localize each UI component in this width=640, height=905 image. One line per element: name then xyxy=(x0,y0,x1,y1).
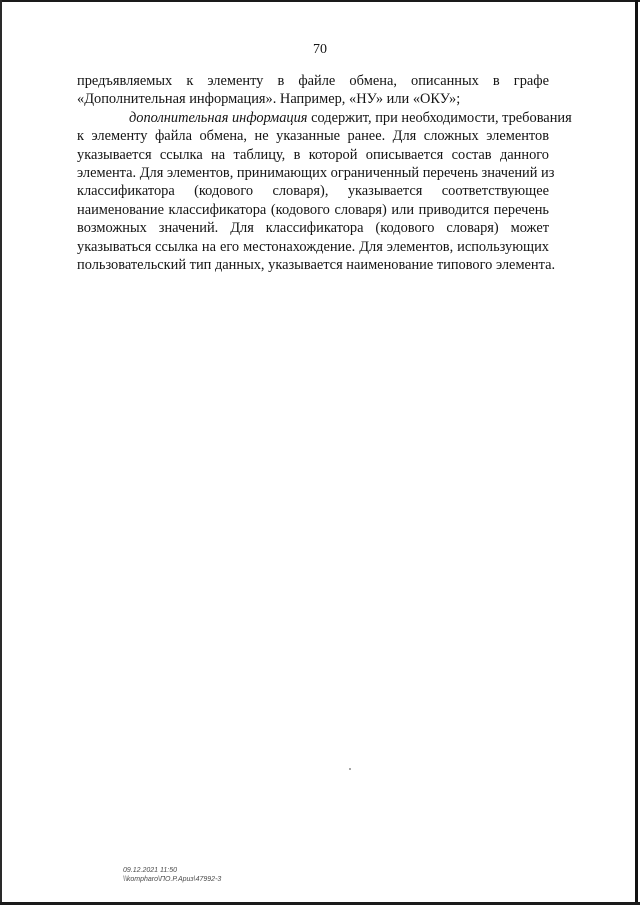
paragraph-additional-info xyxy=(77,109,572,275)
scan-edge-top xyxy=(0,0,640,2)
defined-term: дополнительная информация xyxy=(129,109,308,126)
text-line: возможных значений. Для классификатора (кодового словаря) может xyxy=(77,220,549,237)
text-line: элемента. Для элементов, принимающих ограниченный перечень значений из xyxy=(77,164,555,181)
body-text xyxy=(77,72,572,274)
scan-edge-right xyxy=(635,0,638,905)
footer-timestamp: 09.12.2021 11:50 xyxy=(123,867,177,874)
scan-speck xyxy=(349,768,351,770)
text-line: предъявляемых к элементу в файле обмена, описанных в графе xyxy=(77,73,549,89)
text-line: наименование классификатора (кодового словаря) или приводится перечень xyxy=(77,201,549,218)
document-footer xyxy=(123,866,221,884)
text-line: классификатора (кодового словаря), указывается соответствующее xyxy=(77,183,549,200)
text-line-first xyxy=(77,109,572,127)
text-line: указываться ссылка на его местонахождение. Для элементов, использующих xyxy=(77,238,549,255)
footer-path: \\kompharo\ПО.Р.Ариз\47992-3 xyxy=(123,876,222,883)
text-line-rest: содержит, при необходимости, требования xyxy=(307,109,572,126)
scan-edge-left xyxy=(0,0,2,905)
text-line: к элементу файла обмена, не указанные ранее. Для сложных элементов xyxy=(77,128,549,145)
paragraph-requirements-continuation xyxy=(77,72,549,109)
page-number: 70 xyxy=(313,42,327,57)
text-line: «Дополнительная информация». Например, «НУ» или «ОКУ»; xyxy=(77,91,461,108)
text-line: пользовательский тип данных, указывается наименование типового элемента. xyxy=(77,256,556,273)
text-line: указывается ссылка на таблицу, в которой описывается состав данного xyxy=(77,146,549,163)
